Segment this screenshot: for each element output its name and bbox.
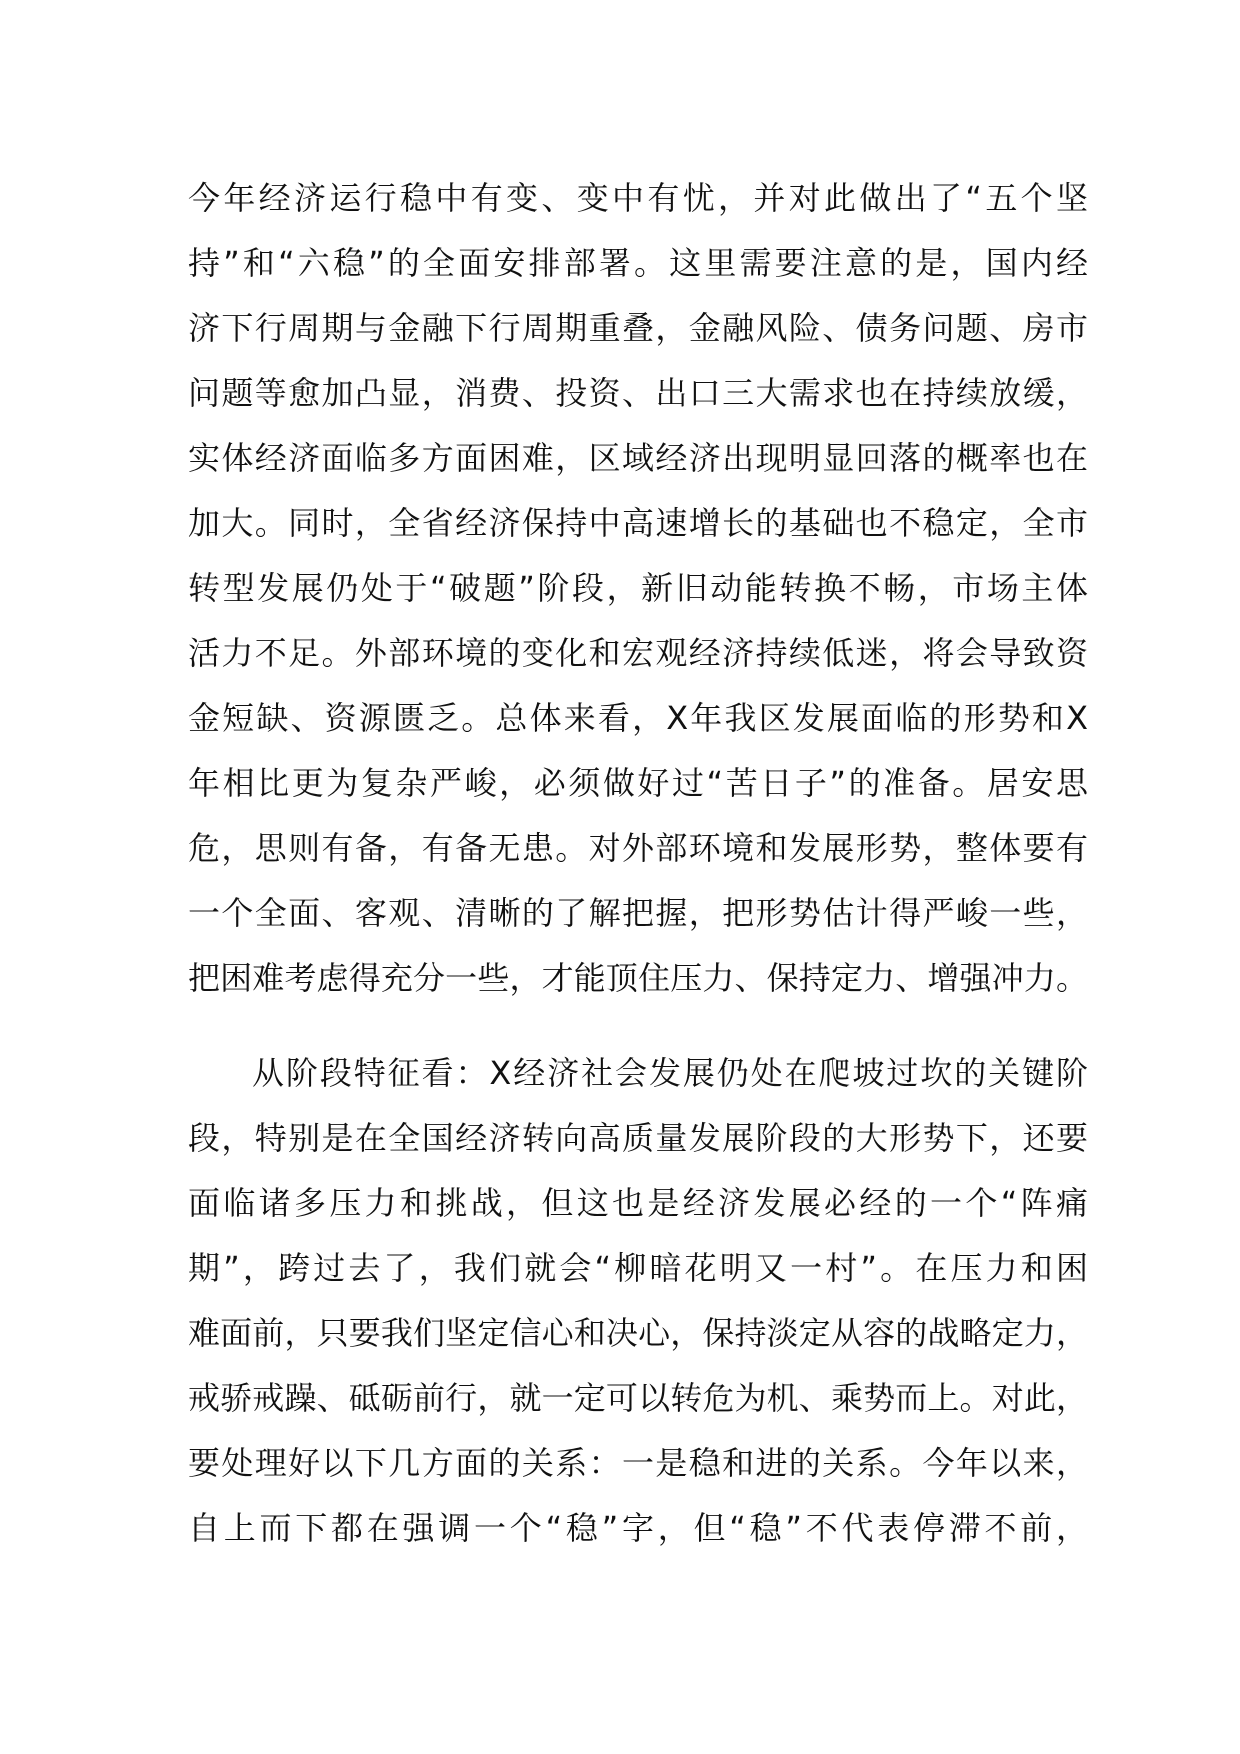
text-line: 危，思则有备，有备无患。对外部环境和发展形势，整体要有 (188, 829, 1088, 867)
text-line: 难面前，只要我们坚定信心和决心，保持淡定从容的战略定力， (188, 1314, 1088, 1352)
text-line: 活力不足。外部环境的变化和宏观经济持续低迷，将会导致资 (188, 634, 1088, 672)
text-line: 自上而下都在强调一个“稳”字，但“稳”不代表停滞不前， (188, 1509, 1088, 1547)
text-line: 要处理好以下几方面的关系：一是稳和进的关系。今年以来， (188, 1444, 1088, 1482)
text-line: 面临诸多压力和挑战，但这也是经济发展必经的一个“阵痛 (188, 1184, 1088, 1222)
paragraph-2 (188, 1041, 1088, 1561)
text-line: 问题等愈加凸显，消费、投资、出口三大需求也在持续放缓， (188, 374, 1088, 412)
text-line: 实体经济面临多方面困难，区域经济出现明显回落的概率也在 (188, 439, 1088, 477)
document-body (188, 166, 1088, 1561)
text-line: 今年经济运行稳中有变、变中有忧，并对此做出了“五个坚 (188, 179, 1088, 217)
text-line: 从阶段特征看：X经济社会发展仍处在爬坡过坎的关键阶 (252, 1054, 1088, 1092)
text-line: 把困难考虑得充分一些，才能顶住压力、保持定力、增强冲力。 (188, 959, 1088, 997)
text-line: 济下行周期与金融下行周期重叠，金融风险、债务问题、房市 (188, 309, 1088, 347)
text-line: 年相比更为复杂严峻，必须做好过“苦日子”的准备。居安思 (188, 764, 1088, 802)
text-line: 加大。同时，全省经济保持中高速增长的基础也不稳定，全市 (188, 504, 1088, 542)
text-line: 持”和“六稳”的全面安排部署。这里需要注意的是，国内经 (188, 244, 1088, 282)
text-line: 一个全面、客观、清晰的了解把握，把形势估计得严峻一些， (188, 894, 1088, 932)
paragraph-spacer (188, 1011, 1088, 1041)
text-line: 戒骄戒躁、砥砺前行，就一定可以转危为机、乘势而上。对此， (188, 1379, 1088, 1417)
text-line: 转型发展仍处于“破题”阶段，新旧动能转换不畅，市场主体 (188, 569, 1088, 607)
paragraph-1 (188, 166, 1088, 1011)
text-line: 段，特别是在全国经济转向高质量发展阶段的大形势下，还要 (188, 1119, 1088, 1157)
text-line: 期”，跨过去了，我们就会“柳暗花明又一村”。在压力和困 (188, 1249, 1088, 1287)
text-line: 金短缺、资源匮乏。总体来看，X年我区发展面临的形势和X (188, 699, 1088, 737)
